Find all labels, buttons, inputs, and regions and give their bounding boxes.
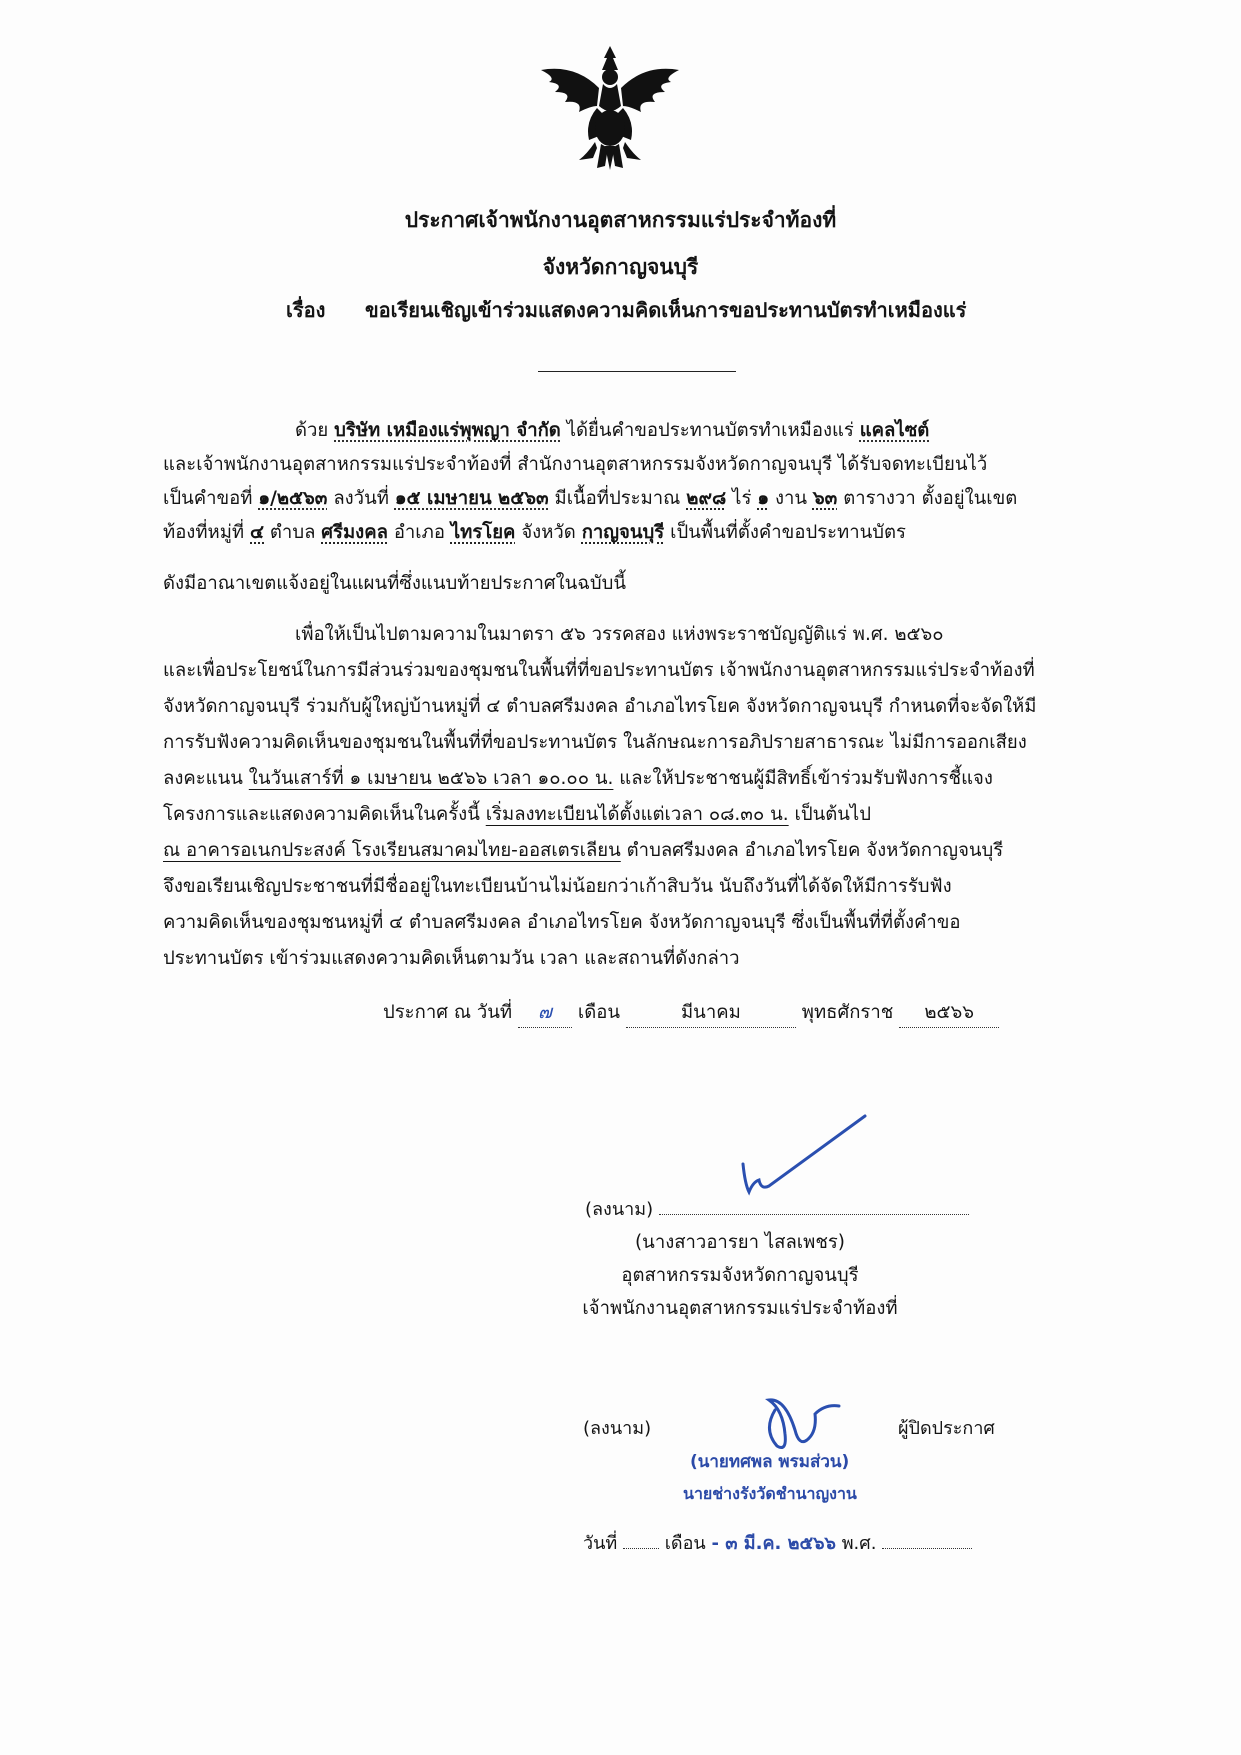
text: ได้ยื่นคำขอประทานบัตรทำเหมืองแร่ [566, 420, 854, 441]
date-stamp: - ๓ มี.ค. ๒๕๖๖ [711, 1533, 836, 1554]
sign-label: (ลงนาม) [585, 1199, 654, 1220]
signer-1-block [520, 1226, 960, 1325]
date-label: ประกาศ ณ วันที่ [383, 1002, 513, 1023]
text: ท้องที่หมู่ที่ [163, 522, 245, 543]
area-sq-wa: ๖๓ [812, 488, 838, 509]
text: ตำบลศรีมงคล อำเภอไทรโยค จังหวัดกาญจนบุรี [626, 840, 1004, 861]
p1-line-4 [163, 516, 1088, 550]
text: ลงวันที่ [333, 488, 389, 509]
day-label: วันที่ [583, 1533, 618, 1554]
text: ตำบล [269, 522, 316, 543]
province: กาญจนบุรี [581, 522, 665, 543]
date-month: มีนาคม [626, 998, 796, 1028]
year-blank [882, 1534, 972, 1549]
text: ด้วย [295, 420, 329, 441]
text: งาน [774, 488, 808, 509]
subject-line [286, 294, 966, 326]
title-line-1: ประกาศเจ้าพนักงานอุตสาหกรรมแร่ประจำท้องที่ [404, 208, 837, 232]
date-year: ๒๕๖๖ [899, 998, 999, 1028]
area-rai: ๒๙๘ [686, 488, 727, 509]
text: มีเนื้อที่ประมาณ [554, 488, 681, 509]
district: ไทรโยค [450, 522, 516, 543]
p1-line-1 [163, 414, 1088, 448]
text: จังหวัด [521, 522, 576, 543]
text: เป็นต้นไป [794, 804, 871, 825]
p2-line-1: เพื่อให้เป็นไปตามความในมาตรา ๕๖ วรรคสอง แห่งพระราชบัญญัติแร่ พ.ศ. ๒๕๖๐ [295, 624, 944, 645]
signer1-name: (นางสาวอารยา ไสลเพชร) [634, 1232, 846, 1253]
p2-line-4: การรับฟังความคิดเห็นของชุมชนในพื้นที่ที่ขอประทานบัตร ในลักษณะการอภิปรายสาธารณะ ไม่มีการออกเสียง [163, 732, 1027, 753]
poster-role: ผู้ปิดประกาศ [898, 1418, 995, 1439]
p2-line-2: และเพื่อประโยชน์ในการมีส่วนร่วมของชุมชนในพื้นที่ที่ขอประทานบัตร เจ้าพนักงานอุตสาหกรรมแร่ประจำท้องที่ [163, 660, 1035, 681]
p2-line-9: ความคิดเห็นของชุมชนหมู่ที่ ๔ ตำบลศรีมงคล อำเภอไทรโยค จังหวัดกาญจนบุรี ซึ่งเป็นพื้นที่ที่ตั้งคำขอ [163, 912, 961, 933]
subject-label: เรื่อง [286, 298, 326, 322]
month-label: เดือน [664, 1533, 706, 1554]
text: โครงการและแสดงความคิดเห็นในครั้งนี้ [163, 804, 480, 825]
paragraph-1-tail [163, 567, 1088, 601]
company-name: บริษัท เหมืองแร่พุพญา จำกัด [334, 420, 561, 441]
mineral-name: แคลไซต์ [859, 420, 930, 441]
date-day: ๗ [518, 998, 572, 1028]
p1-line-3 [163, 482, 1088, 516]
subject-text: ขอเรียนเชิญเข้าร่วมแสดงความคิดเห็นการขอประทานบัตรทำเหมืองแร่ [364, 298, 967, 322]
text: ไร่ [732, 488, 752, 509]
title-divider [538, 371, 736, 372]
signer1-position-1: อุตสาหกรรมจังหวัดกาญจนบุรี [621, 1265, 859, 1286]
day-blank [623, 1534, 659, 1549]
signature-1 [735, 1112, 870, 1202]
p2-line-5 [163, 761, 1088, 797]
registration-time: เริ่มลงทะเบียนได้ตั้งแต่เวลา ๐๘.๓๐ น. [485, 804, 789, 825]
text: ลงคะแนน [163, 768, 243, 789]
garuda-emblem [535, 44, 685, 172]
signer2-name: (นายทศพล พรมส่วน) [690, 1452, 850, 1472]
posting-date [583, 1528, 972, 1557]
paragraph-2 [163, 617, 1088, 977]
announcement-date [383, 998, 999, 1028]
p2-line-3: จังหวัดกาญจนบุรี ร่วมกับผู้ใหญ่บ้านหมู่ที่ ๔ ตำบลศรีมงคล อำเภอไทรโยค จังหวัดกาญจนบุรี กำหนดที่จะจัดให้มี [163, 696, 1037, 717]
p2-line-6 [163, 797, 1088, 833]
text: เป็นพื้นที่ตั้งคำขอประทานบัตร [670, 522, 906, 543]
p2-line-8: จึงขอเรียนเชิญประชาชนที่มีชื่ออยู่ในทะเบียนบ้านไม่น้อยกว่าเก้าสิบวัน นับถึงวันที่ได้จัดให้มีการรับฟัง [163, 876, 952, 897]
p2-line-10: ประทานบัตร เข้าร่วมแสดงความคิดเห็นตามวัน เวลา และสถานที่ดังกล่าว [163, 948, 740, 969]
request-date: ๑๕ เมษายน ๒๕๖๓ [394, 488, 549, 509]
title-line-2: จังหวัดกาญจนบุรี [542, 255, 699, 279]
text: เป็นคำขอที่ [163, 488, 253, 509]
p1-line-5: ดังมีอาณาเขตแจ้งอยู่ในแผนที่ซึ่งแนบท้ายประกาศในฉบับนี้ [163, 573, 626, 594]
paragraph-1 [163, 414, 1088, 550]
area-ngan: ๑ [757, 488, 770, 509]
signer2-sign-label: (ลงนาม) [583, 1418, 652, 1439]
month-label: เดือน [577, 1002, 620, 1023]
subdistrict: ศรีมงคล [321, 522, 388, 543]
signature-dotted-line [659, 1198, 969, 1215]
year-label: พุทธศักราช [801, 1002, 894, 1023]
p2-line-7 [163, 833, 1088, 869]
p1-line-2: และเจ้าพนักงานอุตสาหกรรมแร่ประจำท้องที่ สำนักงานอุตสาหกรรมจังหวัดกาญจนบุรี ได้รับจดทะเบียนไว้ [163, 454, 988, 475]
venue: ณ อาคารอเนกประสงค์ โรงเรียนสมาคมไทย-ออสเตรเลียน [163, 840, 621, 861]
text: อำเภอ [393, 522, 445, 543]
text: ตารางวา ตั้งอยู่ในเขต [843, 488, 1018, 509]
signer1-sign-line [585, 1194, 969, 1223]
text: และให้ประชาชนผู้มีสิทธิ์เข้าร่วมรับฟังการชี้แจง [619, 768, 993, 789]
event-datetime: ในวันเสาร์ที่ ๑ เมษายน ๒๕๖๖ เวลา ๑๐.๐๐ น. [248, 768, 614, 789]
village-number: ๔ [250, 522, 265, 543]
signer2-position: นายช่างรังวัดชำนาญงาน [683, 1484, 857, 1503]
request-number: ๑/๒๕๖๓ [258, 488, 328, 509]
year-label: พ.ศ. [841, 1533, 877, 1554]
signer1-position-2: เจ้าพนักงานอุตสาหกรรมแร่ประจำท้องที่ [582, 1298, 898, 1319]
